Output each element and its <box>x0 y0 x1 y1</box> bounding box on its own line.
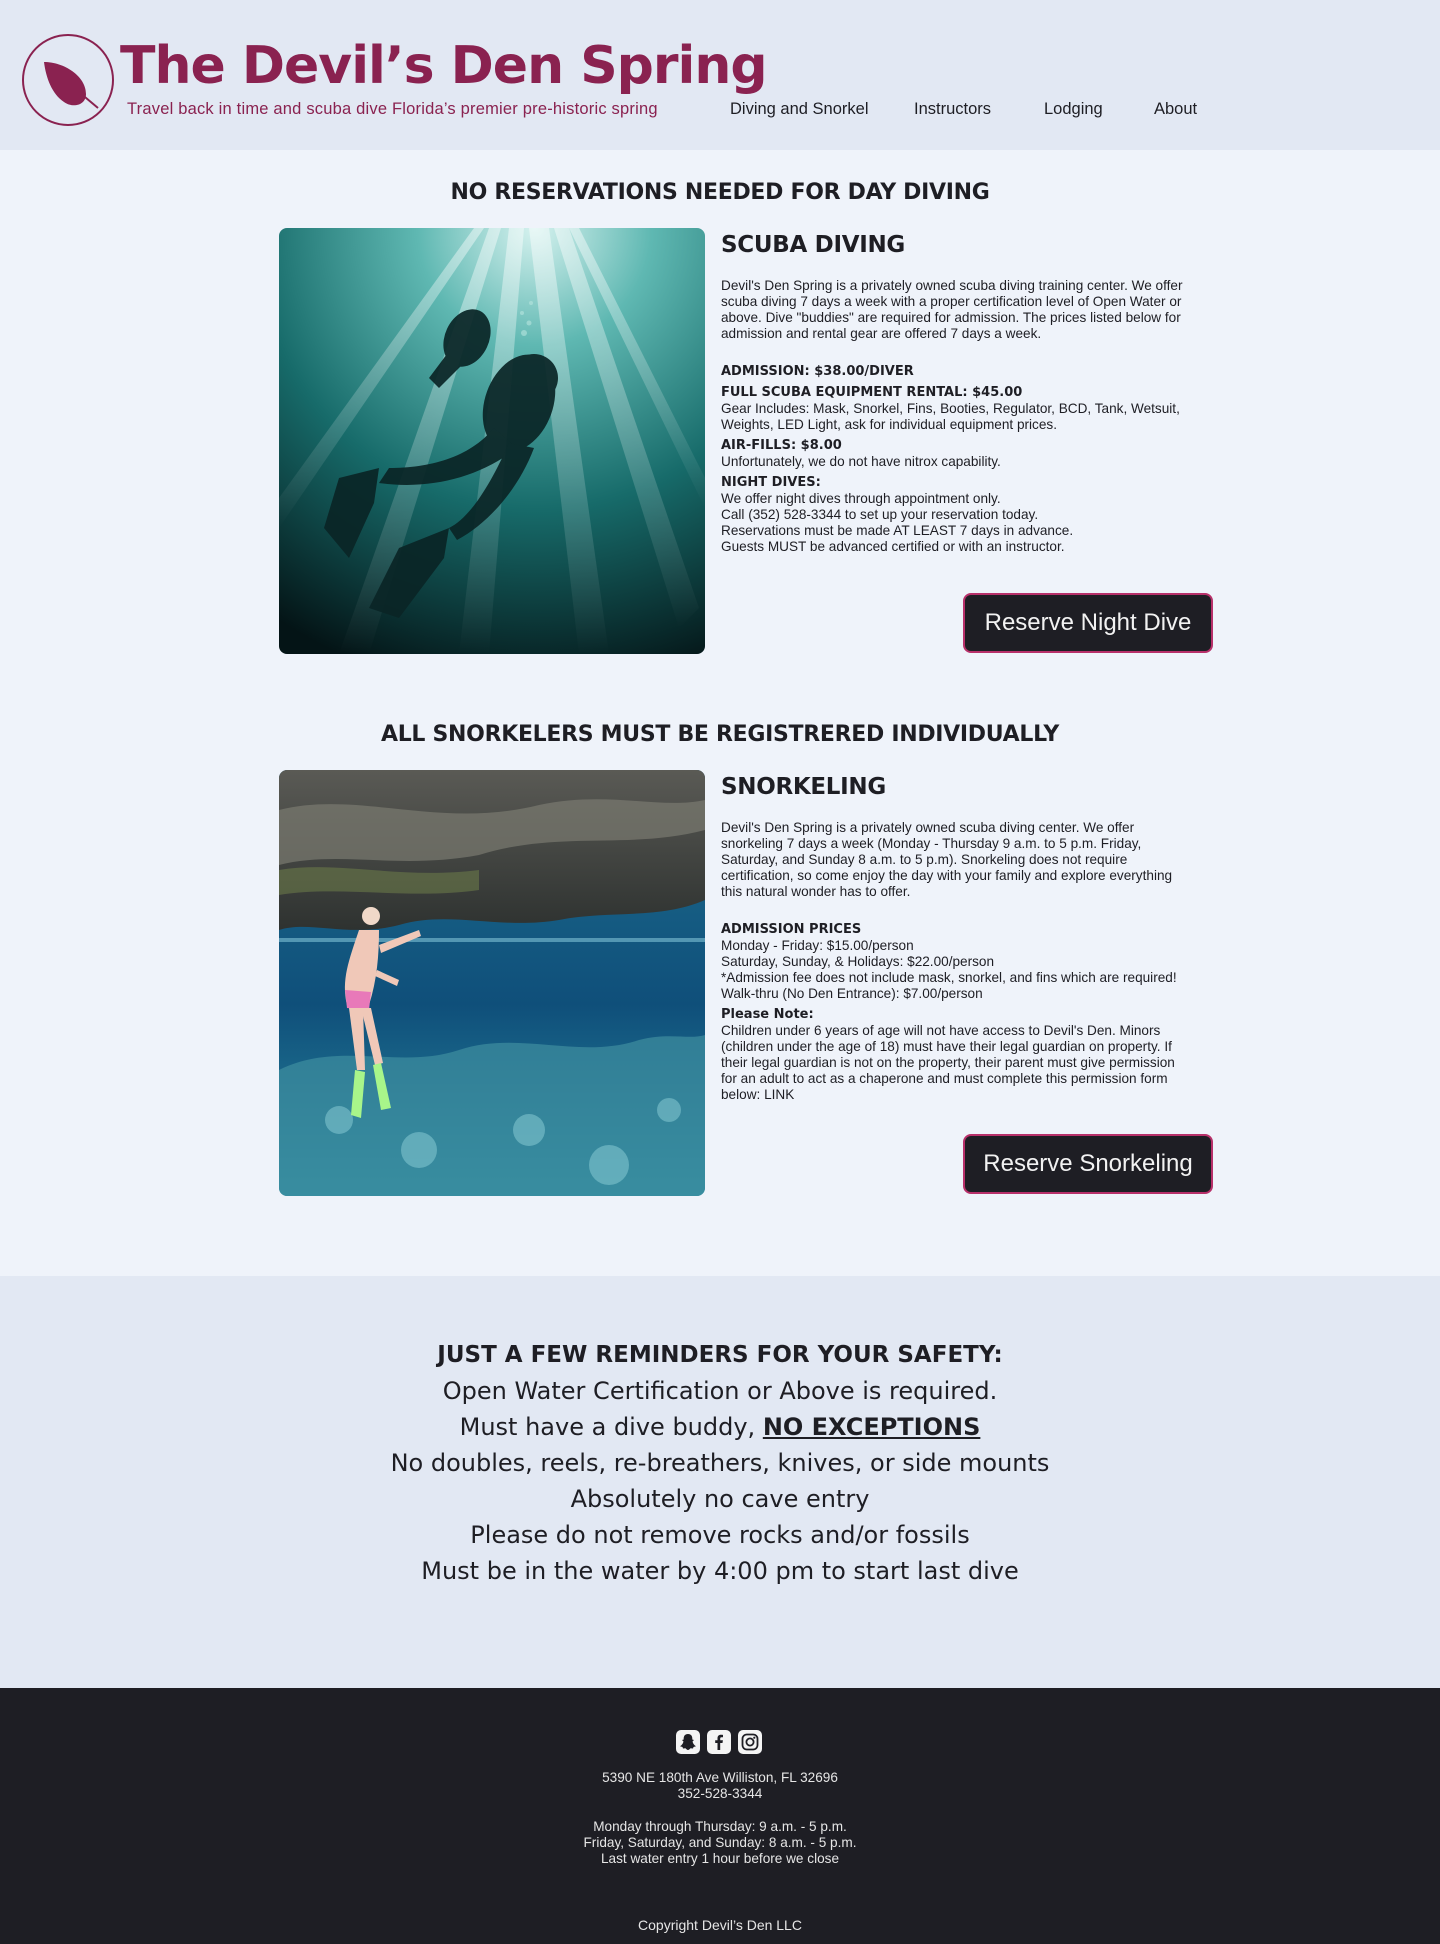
night-dives-line: Reservations must be made AT LEAST 7 days in advance. <box>721 523 1074 538</box>
safety-line: Please do not remove rocks and/or fossils <box>470 1521 970 1549</box>
safety-line <box>0 1413 1440 1441</box>
snorkeler-photo <box>279 770 705 1196</box>
safety-line: Absolutely no cave entry <box>570 1485 870 1513</box>
nav-lodging[interactable]: Lodging <box>1044 100 1103 118</box>
diving-airfills-price: AIR-FILLS: $8.00 <box>721 438 842 453</box>
snorkel-note-label: Please Note: <box>721 1007 814 1022</box>
site-tagline: Travel back in time and scuba dive Florida’s premier pre-historic spring <box>127 100 658 118</box>
safety-line: Open Water Certification or Above is required. <box>442 1377 998 1405</box>
reserve-snorkeling-button[interactable]: Reserve Snorkeling <box>963 1134 1213 1194</box>
diving-admission-price: ADMISSION: $38.00/DIVER <box>721 364 914 379</box>
night-dives-label: NIGHT DIVES: <box>721 475 821 490</box>
snorkel-price-line: Monday - Friday: $15.00/person <box>721 938 914 953</box>
safety-reminders <box>0 1276 1440 1688</box>
nav-about[interactable]: About <box>1154 100 1198 118</box>
safety-line: Must be in the water by 4:00 pm to start last dive <box>421 1557 1019 1585</box>
footer-address: 5390 NE 180th Ave Williston, FL 32696 <box>602 1770 838 1785</box>
footer-hours: Friday, Saturday, and Sunday: 8 a.m. - 5 p.m. <box>583 1835 857 1850</box>
snorkel-section-heading: ALL SNORKELERS MUST BE REGISTRERED INDIVIDUALLY <box>380 722 1059 747</box>
diving-airfills-detail: Unfortunately, we do not have nitrox capability. <box>721 454 1001 469</box>
snorkel-content <box>721 774 1191 1103</box>
leaf-logo-icon[interactable] <box>22 34 114 126</box>
diving-rental-price: FULL SCUBA EQUIPMENT RENTAL: $45.00 <box>721 385 1023 400</box>
snorkel-note-text: Children under 6 years of age will not have access to Devil's Den. Minors (children under the age of 18) must have their legal guardian on property. If their legal guardian is not on the property, their parent must give permission for an adult to act as a chaperone and must complete this permission form below: LINK <box>721 1023 1175 1102</box>
snorkel-title: SNORKELING <box>721 774 886 800</box>
snorkel-price-line: Walk-thru (No Den Entrance): $7.00/person <box>721 986 983 1001</box>
safety-line-prefix: Must have a dive buddy, <box>459 1413 763 1441</box>
snapchat-icon[interactable] <box>676 1730 700 1754</box>
nav-diving-and-snorkel[interactable]: Diving and Snorkel <box>730 100 869 118</box>
footer-hours: Last water entry 1 hour before we close <box>600 1851 840 1866</box>
snorkel-price-line: *Admission fee does not include mask, snorkel, and fins which are required! <box>721 970 1177 985</box>
snorkel-intro: Devil's Den Spring is a privately owned scuba diving center. We offer snorkeling 7 days a week (Monday - Thursday 9 a.m. to 5 p.m. Friday, Saturday, and Sunday 8 a.m. to 5 p.m). Snorkeling does not require certification, so come enjoy the day with your family and explore everything this natural wonder has to offer. <box>721 820 1173 899</box>
scuba-diver-photo <box>279 228 705 654</box>
site-header <box>0 0 1440 150</box>
nav-instructors[interactable]: Instructors <box>914 100 992 118</box>
footer-hours: Monday through Thursday: 9 a.m. - 5 p.m. <box>593 1819 847 1834</box>
night-dives-line: We offer night dives through appointment only. <box>721 491 1001 506</box>
safety-line: No doubles, reels, re-breathers, knives, or side mounts <box>390 1449 1050 1477</box>
night-dives-line: Guests MUST be advanced certified or with an instructor. <box>721 539 1065 554</box>
diving-title: SCUBA DIVING <box>721 232 905 258</box>
diving-section-heading: NO RESERVATIONS NEEDED FOR DAY DIVING <box>450 180 990 205</box>
footer-copyright: Copyright Devil’s Den LLC <box>638 1917 802 1933</box>
snorkel-price-line: Saturday, Sunday, & Holidays: $22.00/person <box>721 954 995 969</box>
diving-rental-detail: Gear Includes: Mask, Snorkel, Fins, Booties, Regulator, BCD, Tank, Wetsuit, Weights, LED Light, ask for individual equipment prices. <box>721 401 1180 432</box>
instagram-icon[interactable] <box>738 1730 762 1754</box>
diving-intro: Devil's Den Spring is a privately owned scuba diving training center. We offer scuba diving 7 days a week with a proper certification level of Open Water or above. Dive "buddies" are required for admission. The prices listed below for admission and rental gear are offered 7 days a week. <box>721 278 1183 341</box>
facebook-icon[interactable] <box>707 1730 731 1754</box>
social-links <box>676 1730 764 1756</box>
diving-content <box>721 232 1191 555</box>
site-title[interactable]: The Devil’s Den Spring <box>120 36 767 96</box>
reserve-night-dive-button[interactable]: Reserve Night Dive <box>963 593 1213 653</box>
site-footer <box>0 1688 1440 1944</box>
safety-title: JUST A FEW REMINDERS FOR YOUR SAFETY: <box>437 1342 1003 1368</box>
night-dives-line: Call (352) 528-3344 to set up your reservation today. <box>721 507 1039 522</box>
no-exceptions-emphasis: NO EXCEPTIONS <box>762 1413 981 1441</box>
footer-phone: 352-528-3344 <box>677 1786 763 1801</box>
snorkel-prices-label: ADMISSION PRICES <box>721 922 862 937</box>
